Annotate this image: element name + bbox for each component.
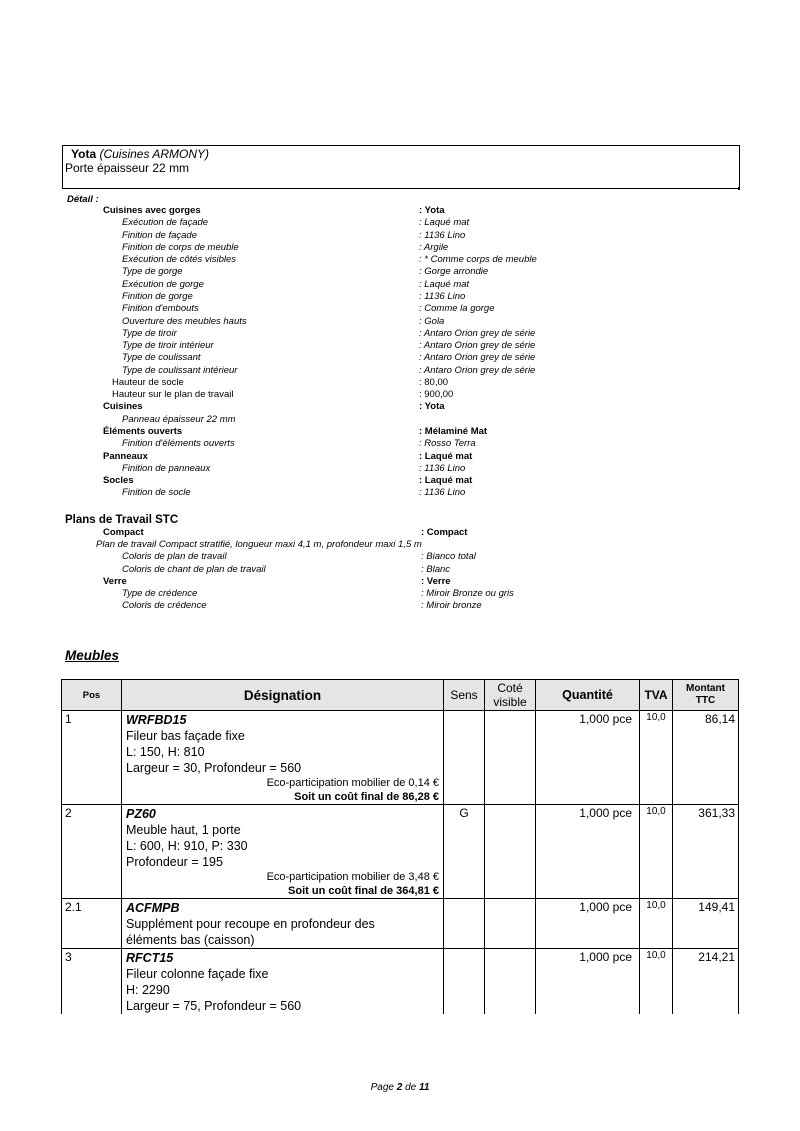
cell-tva: 10,0 bbox=[640, 805, 673, 899]
detail-value: : 1136 Lino bbox=[419, 290, 466, 302]
cell-montant: 86,14 bbox=[673, 711, 739, 805]
detail-value: : Argile bbox=[419, 241, 449, 253]
detail-value: : 1136 Lino bbox=[419, 229, 466, 241]
manufacturer-name: (Cuisines ARMONY) bbox=[99, 147, 210, 161]
detail-label: Plan de travail Compact stratifié, longueur maxi 4,1 m, profondeur maxi 1,5 m bbox=[96, 539, 422, 551]
detail-value: : * Comme corps de meuble bbox=[419, 254, 537, 266]
detail-label: Coloris de plan de travail bbox=[122, 551, 227, 563]
detail-value: : 1136 Lino bbox=[419, 462, 466, 474]
detail-label: Compact bbox=[103, 527, 144, 538]
table-row bbox=[62, 899, 739, 949]
detail-label: Finition de gorge bbox=[122, 290, 193, 302]
detail-label: Type de tiroir intérieur bbox=[122, 340, 214, 352]
col-header-cote-visible bbox=[485, 680, 536, 711]
detail-label: Coloris de chant de plan de travail bbox=[122, 563, 266, 575]
detail-label: Exécution de côtés visibles bbox=[122, 254, 237, 266]
detail-label: Cuisines bbox=[103, 401, 143, 413]
detail-value: : 1136 Lino bbox=[419, 487, 466, 499]
detail-label: Verre bbox=[103, 575, 127, 587]
cell-montant: 361,33 bbox=[673, 805, 739, 899]
col-header-cote-line2: visible bbox=[493, 695, 527, 709]
designation-line: Fileur colonne façade fixe bbox=[126, 967, 269, 981]
detail-label: Exécution de façade bbox=[122, 217, 209, 229]
detail-label: Cuisines avec gorges bbox=[103, 205, 201, 216]
meubles-table-body bbox=[62, 711, 739, 1015]
detail-value: : Laqué mat bbox=[419, 217, 470, 229]
detail-value: : Laqué mat bbox=[419, 278, 470, 290]
designation-line: Fileur bas façade fixe bbox=[126, 729, 245, 743]
detail-label: Hauteur sur le plan de travail bbox=[112, 389, 234, 401]
cell-cote-visible bbox=[485, 899, 536, 949]
detail-value: : Mélaminé Mat bbox=[419, 426, 488, 438]
detail-value: : Yota bbox=[419, 401, 445, 413]
cell-sens bbox=[444, 899, 485, 949]
cell-sens bbox=[444, 949, 485, 1015]
page-total: 11 bbox=[419, 1082, 430, 1093]
article-code: PZ60 bbox=[126, 807, 156, 821]
col-header-quantite: Quantité bbox=[536, 680, 640, 711]
detail-value: : Yota bbox=[419, 205, 445, 216]
detail-label: Panneau épaisseur 22 mm bbox=[122, 413, 236, 425]
detail-label: Finition de façade bbox=[122, 229, 197, 241]
plans-title: Plans de Travail STC bbox=[65, 514, 179, 526]
page-label: Page bbox=[370, 1082, 394, 1093]
cell-tva: 10,0 bbox=[640, 899, 673, 949]
article-code: ACFMPB bbox=[126, 901, 180, 915]
detail-heading: Détail : bbox=[67, 194, 99, 205]
article-code: RFCT15 bbox=[126, 951, 174, 965]
cell-montant: 149,41 bbox=[673, 899, 739, 949]
cell-quantite: 1,000 pce bbox=[536, 711, 640, 805]
cell-cote-visible bbox=[485, 805, 536, 899]
cell-designation bbox=[122, 711, 444, 805]
designation-line: L: 600, H: 910, P: 330 bbox=[126, 839, 248, 853]
cell-sens bbox=[444, 711, 485, 805]
detail-label: Finition de socle bbox=[122, 487, 191, 499]
detail-value: : 80,00 bbox=[419, 376, 449, 388]
detail-value: : Verre bbox=[421, 575, 451, 587]
detail-label: Panneaux bbox=[103, 450, 148, 462]
cell-cote-visible bbox=[485, 949, 536, 1015]
detail-label: Type de crédence bbox=[122, 587, 198, 599]
detail-label: Finition d'éléments ouverts bbox=[122, 438, 235, 450]
detail-value: : 900,00 bbox=[419, 389, 454, 401]
detail-label: Socles bbox=[103, 475, 134, 487]
detail-value: : Miroir Bronze ou gris bbox=[421, 587, 514, 599]
detail-value: : Antaro Orion grey de série bbox=[419, 327, 536, 339]
header-box-tick bbox=[738, 187, 740, 190]
table-header-row bbox=[62, 680, 739, 711]
detail-value: : Compact bbox=[421, 527, 468, 538]
detail-label: Hauteur de socle bbox=[112, 376, 184, 388]
detail-label: Finition d'embouts bbox=[122, 303, 199, 315]
detail-label: Finition de panneaux bbox=[122, 462, 211, 474]
designation-line: Supplément pour recoupe en profondeur des bbox=[126, 917, 375, 931]
col-header-tva: TVA bbox=[640, 680, 673, 711]
detail-value: : Antaro Orion grey de série bbox=[419, 364, 536, 376]
detail-value: : Laqué mat bbox=[419, 475, 473, 487]
designation-line: L: 150, H: 810 bbox=[126, 745, 205, 759]
eco-participation: Eco-participation mobilier de 3,48 € bbox=[266, 871, 439, 883]
detail-label: Type de coulissant bbox=[122, 352, 201, 364]
designation-line: éléments bas (caisson) bbox=[126, 933, 255, 947]
table-row bbox=[62, 711, 739, 805]
designation-line: Profondeur = 195 bbox=[126, 855, 223, 869]
col-header-cote-line1: Coté bbox=[497, 681, 523, 695]
final-cost: Soit un coût final de 86,28 € bbox=[294, 791, 439, 803]
cell-quantite: 1,000 pce bbox=[536, 805, 640, 899]
cell-pos: 2 bbox=[62, 805, 122, 899]
col-header-montant bbox=[673, 680, 739, 711]
designation-line: Largeur = 75, Profondeur = 560 bbox=[126, 999, 302, 1013]
final-cost: Soit un coût final de 364,81 € bbox=[288, 885, 439, 897]
col-header-pos: Pos bbox=[62, 680, 122, 711]
article-code: WRFBD15 bbox=[126, 713, 187, 727]
detail-value: : Blanc bbox=[421, 563, 451, 575]
table-row bbox=[62, 949, 739, 1015]
detail-label: Éléments ouverts bbox=[103, 426, 183, 438]
cell-quantite: 1,000 pce bbox=[536, 949, 640, 1015]
detail-value: : Laqué mat bbox=[419, 450, 473, 462]
col-header-montant-line2: TTC bbox=[695, 695, 716, 706]
model-name: Yota bbox=[71, 147, 97, 161]
meubles-table bbox=[61, 679, 739, 1014]
detail-value: : Rosso Terra bbox=[419, 438, 476, 450]
detail-value: : Antaro Orion grey de série bbox=[419, 352, 536, 364]
detail-value: : Comme la gorge bbox=[419, 303, 495, 315]
cell-cote-visible bbox=[485, 711, 536, 805]
detail-label: Type de gorge bbox=[122, 266, 183, 278]
designation-line: H: 2290 bbox=[126, 983, 170, 997]
cell-quantite: 1,000 pce bbox=[536, 899, 640, 949]
page-of-label: de bbox=[405, 1082, 417, 1093]
cell-designation bbox=[122, 899, 444, 949]
detail-label: Exécution de gorge bbox=[122, 278, 204, 290]
detail-label: Ouverture des meubles hauts bbox=[122, 315, 247, 327]
detail-label: Type de coulissant intérieur bbox=[122, 364, 238, 376]
col-header-montant-line1: Montant bbox=[686, 683, 725, 694]
page-number: 2 bbox=[396, 1082, 403, 1093]
designation-line: Meuble haut, 1 porte bbox=[126, 823, 241, 837]
table-row bbox=[62, 805, 739, 899]
header-title-line bbox=[71, 147, 209, 161]
cell-montant: 214,21 bbox=[673, 949, 739, 1015]
page-footer bbox=[0, 1082, 800, 1093]
col-header-sens: Sens bbox=[444, 680, 485, 711]
cell-tva: 10,0 bbox=[640, 949, 673, 1015]
detail-value: : Miroir bronze bbox=[421, 600, 482, 612]
cell-pos: 3 bbox=[62, 949, 122, 1015]
detail-value: : Gorge arrondie bbox=[419, 266, 489, 278]
header-subtitle: Porte épaisseur 22 mm bbox=[65, 161, 190, 175]
detail-value: : Antaro Orion grey de série bbox=[419, 340, 536, 352]
cell-pos: 1 bbox=[62, 711, 122, 805]
designation-line: Largeur = 30, Profondeur = 560 bbox=[126, 761, 302, 775]
cell-tva: 10,0 bbox=[640, 711, 673, 805]
detail-label: Type de tiroir bbox=[122, 327, 177, 339]
detail-label: Coloris de crédence bbox=[122, 600, 207, 612]
cell-designation bbox=[122, 805, 444, 899]
detail-label: Finition de corps de meuble bbox=[122, 241, 239, 253]
meubles-title: Meubles bbox=[65, 648, 120, 663]
cell-pos: 2.1 bbox=[62, 899, 122, 949]
detail-value: : Bianco total bbox=[421, 551, 476, 563]
eco-participation: Eco-participation mobilier de 0,14 € bbox=[266, 777, 439, 789]
detail-value: : Gola bbox=[419, 315, 445, 327]
cell-designation bbox=[122, 949, 444, 1015]
col-header-designation: Désignation bbox=[122, 680, 444, 711]
cell-sens: G bbox=[444, 805, 485, 899]
